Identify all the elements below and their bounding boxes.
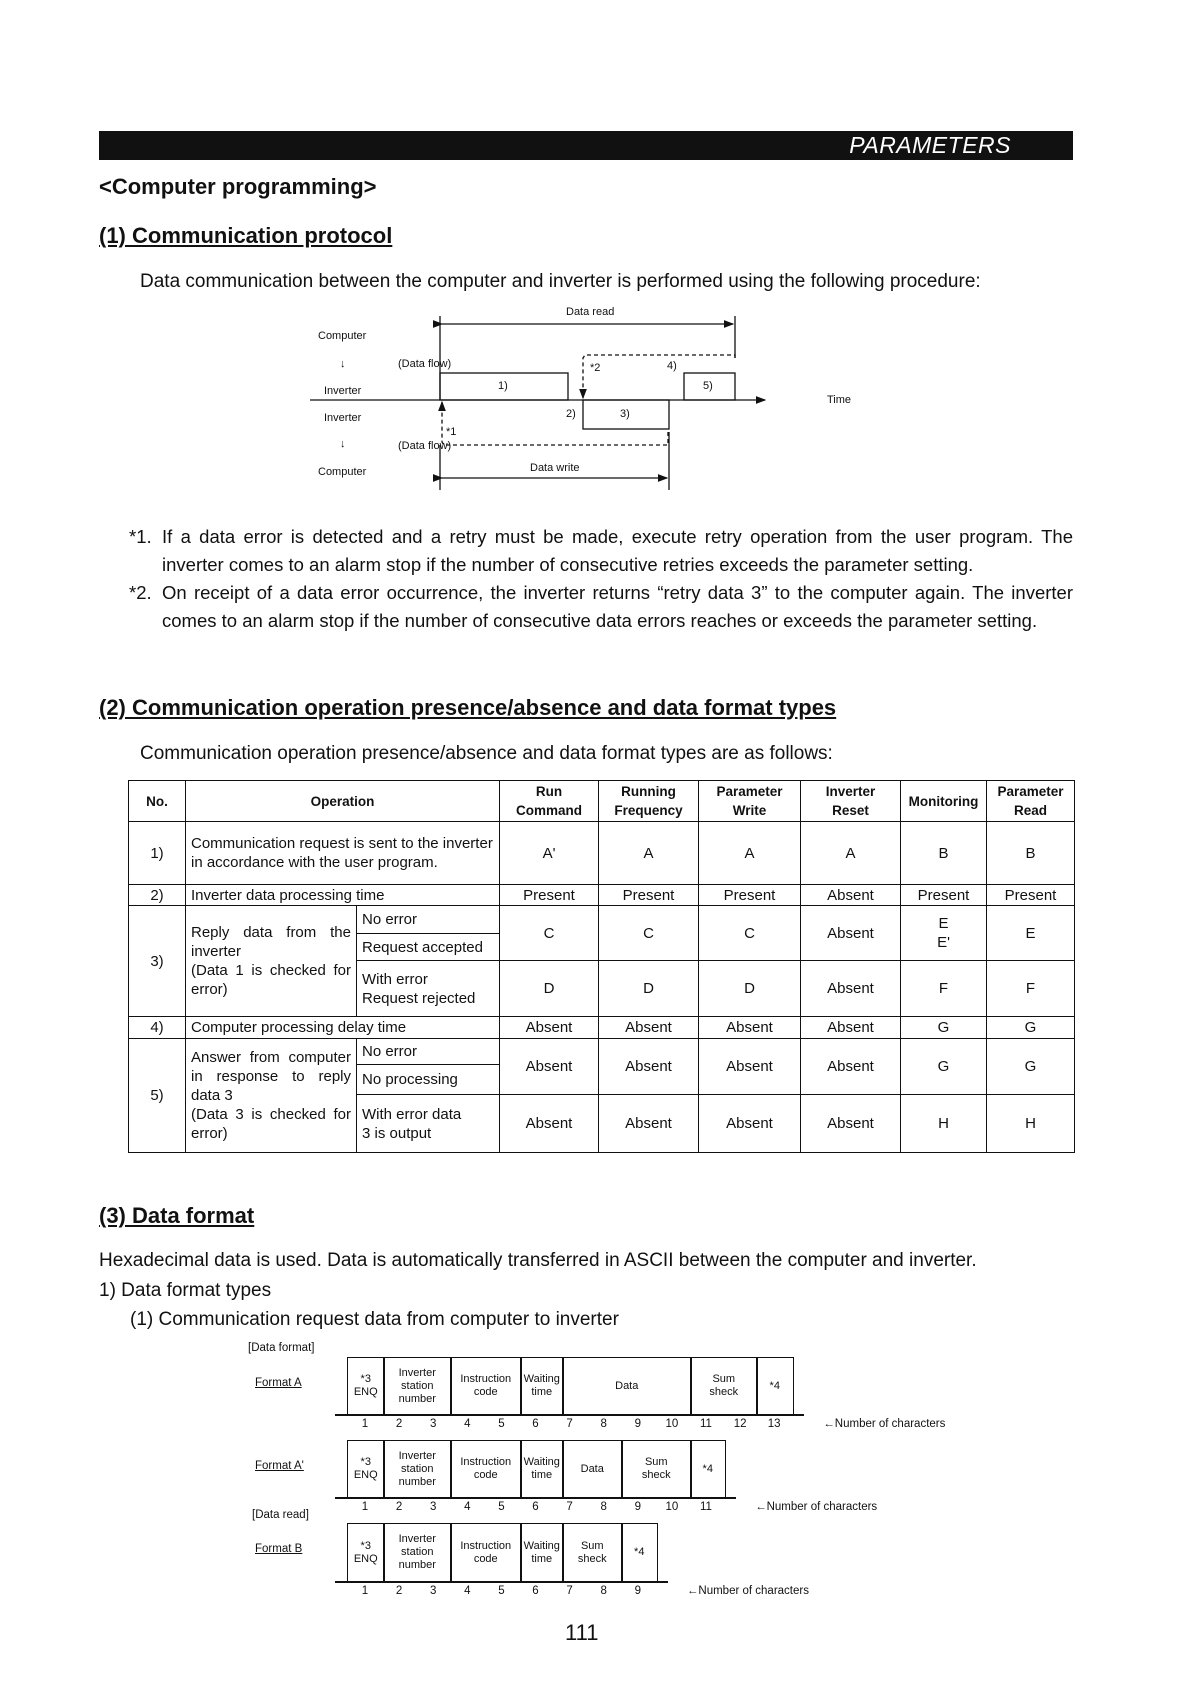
page-number: 111 (565, 1620, 599, 1645)
row-number: 3) (129, 906, 186, 1017)
row-number: 2) (129, 885, 186, 906)
value-cell: Absent (699, 1095, 801, 1153)
character-number: 6 (532, 1585, 539, 1597)
format-field: *4 (690, 1440, 726, 1497)
operation-cell: Computer processing delay time (186, 1017, 500, 1039)
value-cell: Present (987, 885, 1075, 906)
format-baseline (335, 1581, 668, 1583)
value-cell: B (901, 822, 987, 885)
sub-operation-cell: No error (357, 906, 500, 934)
data-flow-label: (Data flow) (398, 358, 452, 370)
character-number: 9 (634, 1418, 641, 1430)
note2-marker: *2 (590, 362, 601, 374)
computer-label: Computer (318, 330, 367, 342)
operation-format-table (128, 780, 1075, 1153)
character-number: 4 (464, 1585, 471, 1597)
value-cell: G (901, 1039, 987, 1095)
column-header: Parameter Write (699, 781, 801, 822)
value-cell: Absent (801, 1039, 901, 1095)
column-header: Run Command (500, 781, 599, 822)
column-header: Running Frequency (599, 781, 699, 822)
column-header: Inverter Reset (801, 781, 901, 822)
character-number: 4 (464, 1418, 471, 1430)
row-number: 5) (129, 1039, 186, 1153)
inverter-label: Inverter (324, 385, 362, 397)
data-format-label: [Data format] (248, 1342, 315, 1354)
data-flow-label: (Data flow) (398, 440, 452, 452)
format-field: Waiting time (520, 1357, 564, 1414)
retry-dashed-arrow-1 (442, 402, 668, 445)
character-number: 4 (464, 1501, 471, 1513)
format-field: Instruction code (450, 1523, 522, 1581)
table-row (129, 1039, 1075, 1065)
number-of-characters-label: ←Number of characters (755, 1501, 878, 1513)
data-format-line3: (1) Communication request data from computer to inverter (130, 1309, 619, 1330)
column-header: Monitoring (901, 781, 987, 822)
footnote-1 (129, 523, 1073, 579)
character-number: 8 (600, 1418, 607, 1430)
format-field: *3 ENQ (347, 1523, 385, 1581)
character-number: 6 (532, 1418, 539, 1430)
format-field: *3 ENQ (347, 1357, 385, 1414)
column-header: Parameter Read (987, 781, 1075, 822)
value-cell: H (987, 1095, 1075, 1153)
character-number: 8 (600, 1585, 607, 1597)
value-cell: C (500, 906, 599, 961)
character-number: 9 (634, 1501, 641, 1513)
footnote-mark: *2. (129, 582, 152, 603)
value-cell: G (987, 1039, 1075, 1095)
value-cell: G (901, 1017, 987, 1039)
value-cell: Absent (801, 885, 901, 906)
value-cell: Absent (500, 1017, 599, 1039)
format-field: Instruction code (450, 1440, 522, 1497)
format-field: Inverter station number (383, 1440, 452, 1497)
table-row (129, 906, 1075, 934)
format-baseline (335, 1497, 736, 1499)
step1-label: 1) (498, 380, 508, 392)
character-number: 8 (600, 1501, 607, 1513)
character-number: 3 (429, 1501, 437, 1513)
character-number: 5 (498, 1501, 505, 1513)
format-field: *3 ENQ (347, 1440, 385, 1497)
format-field: Sum sheck (690, 1357, 758, 1414)
value-cell: G (987, 1017, 1075, 1039)
value-cell: Absent (801, 961, 901, 1017)
computer-label: Computer (318, 466, 367, 478)
value-cell: B (987, 822, 1075, 885)
character-number: 11 (700, 1418, 712, 1430)
format-label: Format A' (255, 1460, 304, 1472)
operation-cell: Reply data from the inverter (Data 1 is checked for error) (186, 906, 357, 1017)
character-number: 11 (700, 1501, 712, 1513)
value-cell: Absent (500, 1039, 599, 1095)
data-write-label: Data write (530, 462, 580, 474)
value-cell: A' (500, 822, 599, 885)
character-number: 10 (665, 1418, 679, 1430)
time-label: Time (827, 394, 852, 406)
footnote-mark: *1. (129, 526, 152, 547)
step3-label: 3) (620, 408, 630, 420)
value-cell: Absent (801, 906, 901, 961)
value-cell: H (901, 1095, 987, 1153)
step4-label: 4) (667, 360, 677, 372)
value-cell: F (987, 961, 1075, 1017)
format-field: Sum sheck (621, 1440, 692, 1497)
character-number: 2 (395, 1585, 403, 1597)
value-cell: Absent (599, 1039, 699, 1095)
format-field: Waiting time (520, 1440, 564, 1497)
format-baseline (335, 1414, 804, 1416)
format-field: Data (562, 1440, 623, 1497)
value-cell: Absent (599, 1017, 699, 1039)
format-field: Waiting time (520, 1523, 564, 1581)
down-arrow-label: ↓ (340, 438, 346, 450)
footnote-2 (129, 579, 1073, 635)
footnote-text: If a data error is detected and a retry must be made, execute retry operation from the user program. The inverter comes to an alarm stop if the number of consecutive retries exceeds the parameter setting. (162, 526, 1073, 575)
character-number: 7 (566, 1418, 573, 1430)
value-cell: A (599, 822, 699, 885)
data-read-label: [Data read] (252, 1509, 309, 1521)
character-number: 7 (566, 1585, 573, 1597)
character-number: 3 (429, 1418, 437, 1430)
footnote-text: On receipt of a data error occurrence, the inverter returns “retry data 3” to the computer again. The inverter comes to an alarm stop if the number of consecutive data errors reaches or exceeds the parameter setting. (162, 582, 1073, 631)
value-cell: C (699, 906, 801, 961)
value-cell: Present (699, 885, 801, 906)
format-field: Sum sheck (562, 1523, 623, 1581)
character-number: 7 (566, 1501, 573, 1513)
character-number: 13 (767, 1418, 781, 1430)
value-cell: Absent (801, 1017, 901, 1039)
value-cell: Absent (699, 1039, 801, 1095)
operation-types-intro: Communication operation presence/absence and data format types are as follows: (140, 743, 833, 764)
down-arrow-label: ↓ (340, 358, 346, 370)
format-field: Data (562, 1357, 692, 1414)
step5-label: 5) (703, 380, 713, 392)
page-title: <Computer programming> (99, 174, 377, 199)
value-cell: Absent (699, 1017, 801, 1039)
number-of-characters-label: ←Number of characters (823, 1418, 946, 1430)
column-header: No. (129, 781, 186, 822)
character-number: 2 (395, 1418, 403, 1430)
note1-marker: *1 (446, 426, 457, 438)
column-header: Operation (186, 781, 500, 822)
sub-operation-cell: No error (357, 1039, 500, 1065)
format-label: Format A (255, 1377, 302, 1389)
section-header-title: PARAMETERS (849, 132, 1011, 158)
character-number: 5 (498, 1585, 505, 1597)
value-cell: A (699, 822, 801, 885)
value-cell: A (801, 822, 901, 885)
row-number: 1) (129, 822, 186, 885)
character-number: 9 (634, 1585, 641, 1597)
format-field: *4 (756, 1357, 794, 1414)
value-cell: Present (901, 885, 987, 906)
value-cell: Absent (599, 1095, 699, 1153)
format-field: Instruction code (450, 1357, 522, 1414)
format-field: *4 (621, 1523, 658, 1581)
character-number: 5 (498, 1418, 505, 1430)
sub-operation-cell: No processing (357, 1065, 500, 1095)
sub-operation-cell: Request accepted (357, 934, 500, 961)
value-cell: Absent (801, 1095, 901, 1153)
protocol-timing-diagram (0, 0, 1199, 520)
format-field: Inverter station number (383, 1523, 452, 1581)
operation-cell: Answer from computer in response to reply data 3 (Data 3 is checked for error) (186, 1039, 357, 1153)
sub-operation-cell: With error Request rejected (357, 961, 500, 1017)
value-cell: D (699, 961, 801, 1017)
character-number: 6 (532, 1501, 539, 1513)
row-number: 4) (129, 1017, 186, 1039)
value-cell: Absent (500, 1095, 599, 1153)
value-cell: F (901, 961, 987, 1017)
value-cell: Present (500, 885, 599, 906)
format-label: Format B (255, 1543, 303, 1555)
format-field: Inverter station number (383, 1357, 452, 1414)
table-header-row (129, 781, 1075, 822)
value-cell: D (599, 961, 699, 1017)
number-of-characters-label: ←Number of characters (686, 1585, 809, 1597)
heading-communication-protocol: (1) Communication protocol (99, 223, 393, 248)
table-row (129, 822, 1075, 885)
value-cell: D (500, 961, 599, 1017)
operation-cell: Communication request is sent to the inverter in accordance with the user program. (186, 822, 500, 885)
value-cell: E (987, 906, 1075, 961)
value-cell: E E' (901, 906, 987, 961)
character-number: 1 (361, 1585, 369, 1597)
character-number: 3 (429, 1585, 437, 1597)
table-row (129, 885, 1075, 906)
operation-cell: Inverter data processing time (186, 885, 500, 906)
inverter-label: Inverter (324, 412, 362, 424)
character-number: 2 (395, 1501, 403, 1513)
data-read-label: Data read (566, 306, 615, 318)
character-number: 10 (665, 1501, 679, 1513)
sub-operation-cell: With error data 3 is output (357, 1095, 500, 1153)
data-format-line2: 1) Data format types (99, 1280, 272, 1301)
heading-operation-types: (2) Communication operation presence/absence and data format types (99, 695, 837, 720)
heading-data-format: (3) Data format (99, 1203, 255, 1228)
protocol-intro: Data communication between the computer and inverter is performed using the following procedure: (140, 271, 981, 292)
data-format-line1: Hexadecimal data is used. Data is automatically transferred in ASCII between the computer and inverter. (99, 1250, 977, 1271)
character-number: 1 (361, 1501, 369, 1513)
character-number: 12 (733, 1418, 747, 1430)
value-cell: C (599, 906, 699, 961)
table-row (129, 1017, 1075, 1039)
value-cell: Present (599, 885, 699, 906)
character-number: 1 (361, 1418, 369, 1430)
step2-label: 2) (566, 408, 576, 420)
